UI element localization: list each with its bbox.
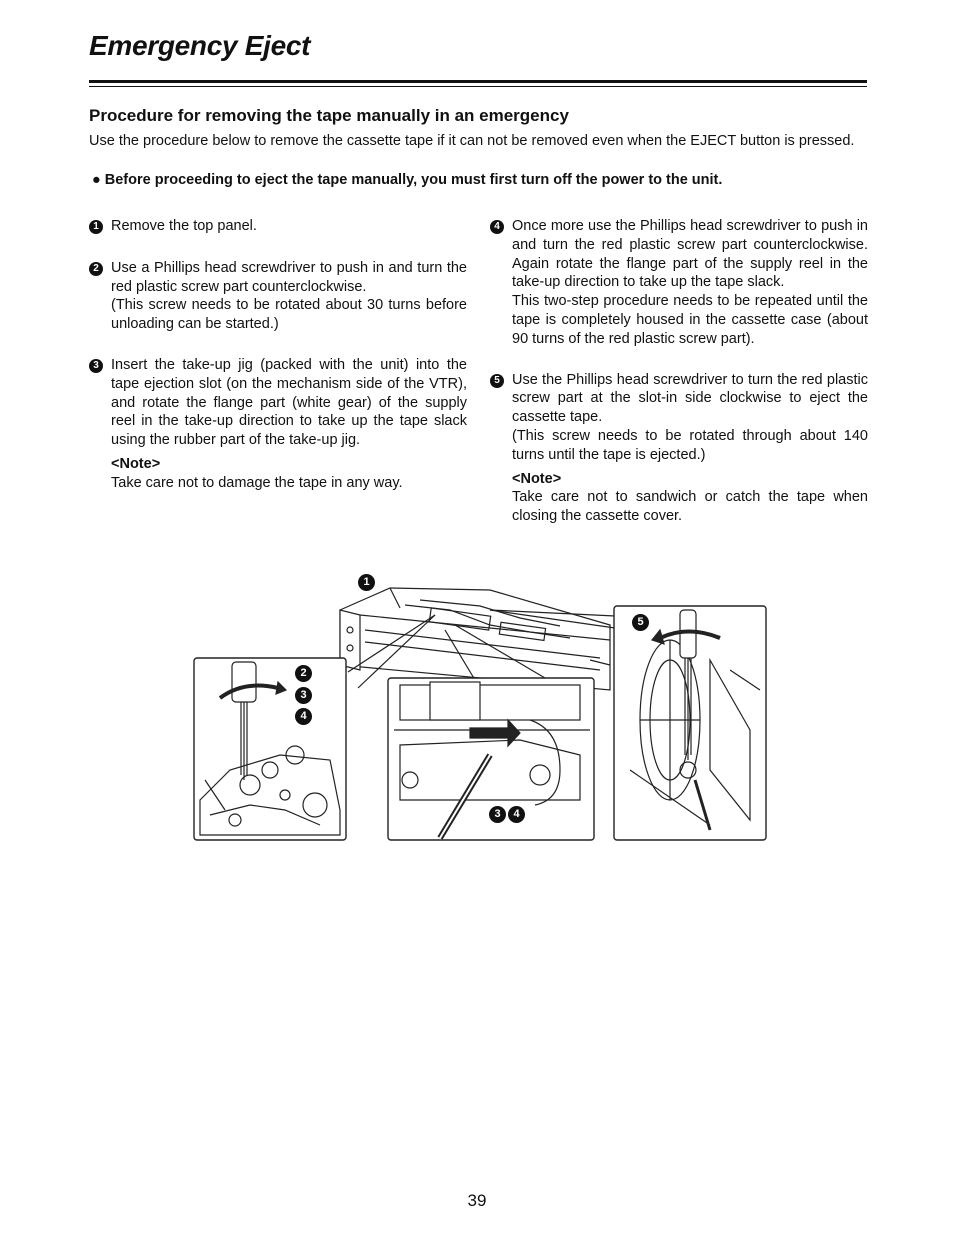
bullet-icon: ● bbox=[92, 172, 101, 188]
note-text: Take care not to sandwich or catch the tape when closing the cassette cover. bbox=[512, 489, 868, 525]
step-number-icon: 2 bbox=[89, 262, 103, 276]
callout-5: 5 bbox=[632, 614, 649, 631]
note-label: <Note> bbox=[111, 455, 161, 472]
callout-3: 3 bbox=[295, 687, 312, 704]
step-4 bbox=[490, 217, 868, 349]
step-number-icon: 3 bbox=[89, 359, 103, 373]
callout-1: 1 bbox=[358, 574, 375, 591]
title-rule bbox=[89, 80, 867, 83]
step-text: Remove the top panel. bbox=[111, 218, 257, 234]
page-title: Emergency Eject bbox=[89, 30, 311, 61]
intro-paragraph: Use the procedure below to remove the cassette tape if it can not be removed even when the EJECT button is pressed. bbox=[89, 133, 855, 149]
left-inset-panel bbox=[194, 658, 346, 840]
step-text: This two-step procedure needs to be repeated until the tape is completely housed in the cassette case (about 90 turns of the red plastic screw part). bbox=[512, 293, 868, 347]
page-number: 39 bbox=[467, 1191, 487, 1210]
title-rule-thin bbox=[89, 86, 867, 87]
step-text: Use the Phillips head screwdriver to turn the red plastic screw part at the slot-in side clockwise to eject the cassette tape. bbox=[512, 371, 868, 426]
note-text: Take care not to damage the tape in any way. bbox=[111, 474, 403, 491]
right-inset-panel bbox=[614, 606, 766, 840]
step-2 bbox=[89, 259, 467, 334]
callout-4-pair: 4 bbox=[508, 806, 525, 823]
section-heading: Procedure for removing the tape manually in an emergency bbox=[89, 106, 569, 125]
warning-text: Before proceeding to eject the tape manually, you must first turn off the power to the unit. bbox=[104, 172, 723, 188]
step-5 bbox=[490, 371, 868, 526]
step-text: Insert the take-up jig (packed with the unit) into the tape ejection slot (on the mechanism side of the VTR), and rotate the flange part (white gear) of the supply reel in the take-up direction to take up the tape slack using the rubber part of the take-up jig. bbox=[111, 356, 467, 449]
steps-left-column bbox=[89, 217, 467, 493]
callout-4: 4 bbox=[295, 708, 312, 725]
step-text: (This screw needs to be rotated through about 140 turns until the tape is ejected.) bbox=[512, 427, 868, 463]
step-number-icon: 4 bbox=[490, 220, 504, 234]
power-warning bbox=[92, 171, 722, 190]
step-3 bbox=[89, 356, 467, 493]
vtr-body-drawing bbox=[340, 588, 610, 690]
step-text: (This screw needs to be rotated about 30 turns before unloading can be started.) bbox=[111, 297, 467, 333]
step-1 bbox=[89, 217, 467, 236]
steps-right-column bbox=[490, 217, 868, 526]
emergency-eject-illustration bbox=[190, 570, 770, 845]
note-label: <Note> bbox=[512, 470, 562, 487]
step-number-icon: 1 bbox=[89, 220, 103, 234]
step-text: Once more use the Phillips head screwdriver to push in and turn the red plastic screw part counterclockwise. Again rotate the flange part of the supply reel in the take-up direction to take up the tape slack. bbox=[512, 218, 868, 291]
callout-3-pair: 3 bbox=[489, 806, 506, 823]
step-text: Use a Phillips head screwdriver to push in and turn the red plastic screw part counterclockwise. bbox=[111, 259, 467, 295]
callout-2: 2 bbox=[295, 665, 312, 682]
step-number-icon: 5 bbox=[490, 374, 504, 388]
